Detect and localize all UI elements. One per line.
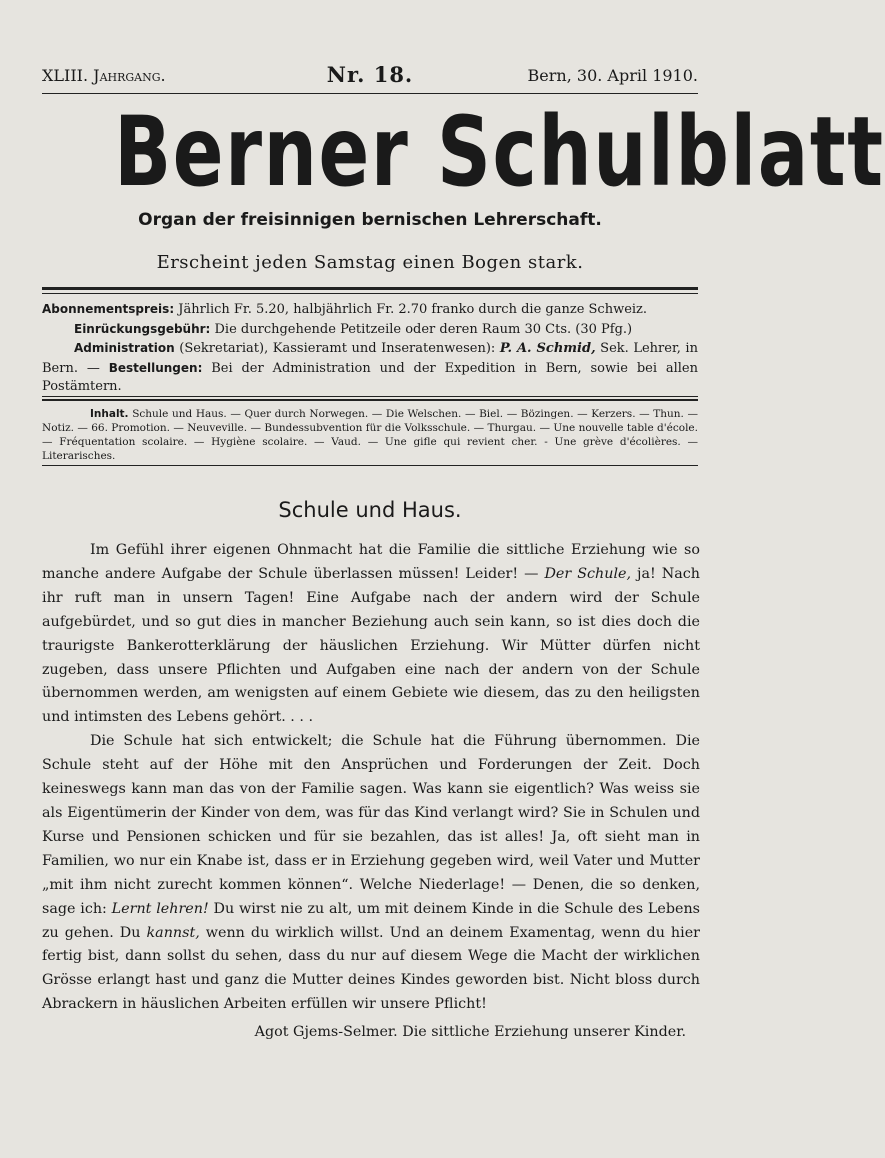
masthead-subtitle: Organ der freisinnigen bernischen Lehrerschaft. [138,210,602,230]
admin-name: P. A. Schmid, [499,341,596,356]
article-paragraph-1 [42,539,700,730]
einr-text: Die durchgehende Petitzeile oder deren Raum 30 Cts. (30 Pfg.) [214,321,633,337]
contents-text: Schule und Haus. — Quer durch Norwegen. — Die Welschen. — Biel. — Bözingen. — Kerzers. — Thun. — Notiz. — 66. Promotion. — Neuveville. — Bundessubvention für die Volksschule. — Thurgau. — Une nouvelle table d'école. — Fréquentation scolaire. — Hygiène scolaire. — Vaud. — Une gifle qui revient cher. - Une grève d'écolières. — Literarisches. [42,408,699,462]
p1-italic: Der Schule, [544,565,632,582]
place-date: Bern, 30. April 1910. [527,66,698,85]
p1-text-b: ja! Nach ihr ruft man in unsern Tagen! Eine Aufgabe nach der andern wird der Schule aufgebürdet, und so gut dies in mancher Beziehung auch sein kann, so ist dies doch die traurigste Bankerotterklärung der häuslichen Erziehung. Wir Mütter dürfen nicht zugeben, dass unsere Pflichten und Aufgaben eine nach der andern von der Schule übernommen werden, am wenigsten auf einem Gebiete wie diesem, das zu den heiligsten und intimsten des Lebens gehört. . . . [42,565,701,726]
p2-text-c: wenn du wirklich willst. Und an deinem Examentag, wenn du hier fertig bist, dann sollst du sehen, dass du nur auf diesem Wege die Macht der wirklichen Grösse erlangt hast und ganz die Mutter deines Kindes geworden bist. Nicht bloss durch Abrackern in häuslichen Arbeiten erfüllen wir unsere Pflicht! [42,924,701,1013]
subscription-info [42,300,698,397]
contents-rule-top-2 [42,399,698,401]
contents-label: Inhalt. [90,408,129,420]
orders-text: Bei der Administration und der Expedition in Bern, sowie bei allen Postämtern. [42,360,698,394]
publication-frequency: Erscheint jeden Samstag einen Bogen stark. [156,252,584,273]
abo-label: Abonnementspreis: [42,302,175,316]
double-rule-bottom [42,293,698,294]
double-rule-top [42,287,698,290]
p2-text-b: Du wirst nie zu alt, um mit deinem Kinde in die Schule des Lebens zu gehen. Du [42,900,700,941]
admin-text: (Sekretariat), Kassieramt und Inseratenwesen): [179,341,496,356]
article-headline: Schule und Haus. [278,498,462,522]
masthead-title: Berner Schulblatt [114,96,885,208]
einr-label: Einrückungsgebühr: [74,321,211,336]
subscription-paragraph [42,300,698,397]
admin-label: Administration [74,341,175,355]
abo-text: Jährlich Fr. 5.20, halbjährlich Fr. 2.70 franko durch die ganze Schweiz. [178,302,648,317]
issue-header [42,62,698,88]
p2-text-a: Die Schule hat sich entwickelt; die Schule hat die Führung übernommen. Die Schule steht auf der Höhe mit den Ansprüchen und Forderungen der Zeit. Doch keineswegs kann man das von der Familie sagen. Was kann sie eigentlich? Was weiss sie als Eigentümerin der Kinder von dem, was für das Kind verlangt wird? Sie in Schulen und Kurse und Pensionen schicken und für sie bezahlen, das ist alles! Ja, oft sieht man in Familien, wo nur ein Knabe ist, dass er in Erziehung gegeben wird, weil Vater und Mutter „mit ihm nicht zurecht kommen können“. Welche Niederlage! — Denen, die so denken, sage ich: [42,733,700,917]
contents-rule-top-1 [42,396,698,397]
admin-text2: Sek. Lehrer, in Bern. — [42,341,698,376]
p1-text-a: Im Gefühl ihrer eigenen Ohnmacht hat die Familie die sittliche Erziehung wie so manche andere Aufgabe der Schule überlassen müssen! Leider! — [42,542,700,582]
article-attribution: Agot Gjems-Selmer. Die sittliche Erziehung unserer Kinder. [254,1024,686,1041]
p2-italic-1: Lernt lehren! [111,900,209,917]
article-paragraph-2 [42,730,700,1017]
issue-number: Nr. 18. [326,62,414,87]
volume-label: XLIII. Jahrgang. [42,66,166,85]
orders-label: Bestellungen: [108,360,203,375]
p2-italic-2: kannst, [146,924,200,941]
contents-rule-bottom [42,465,698,466]
header-rule [42,93,698,94]
table-of-contents [42,407,698,463]
article-body [42,539,700,1045]
